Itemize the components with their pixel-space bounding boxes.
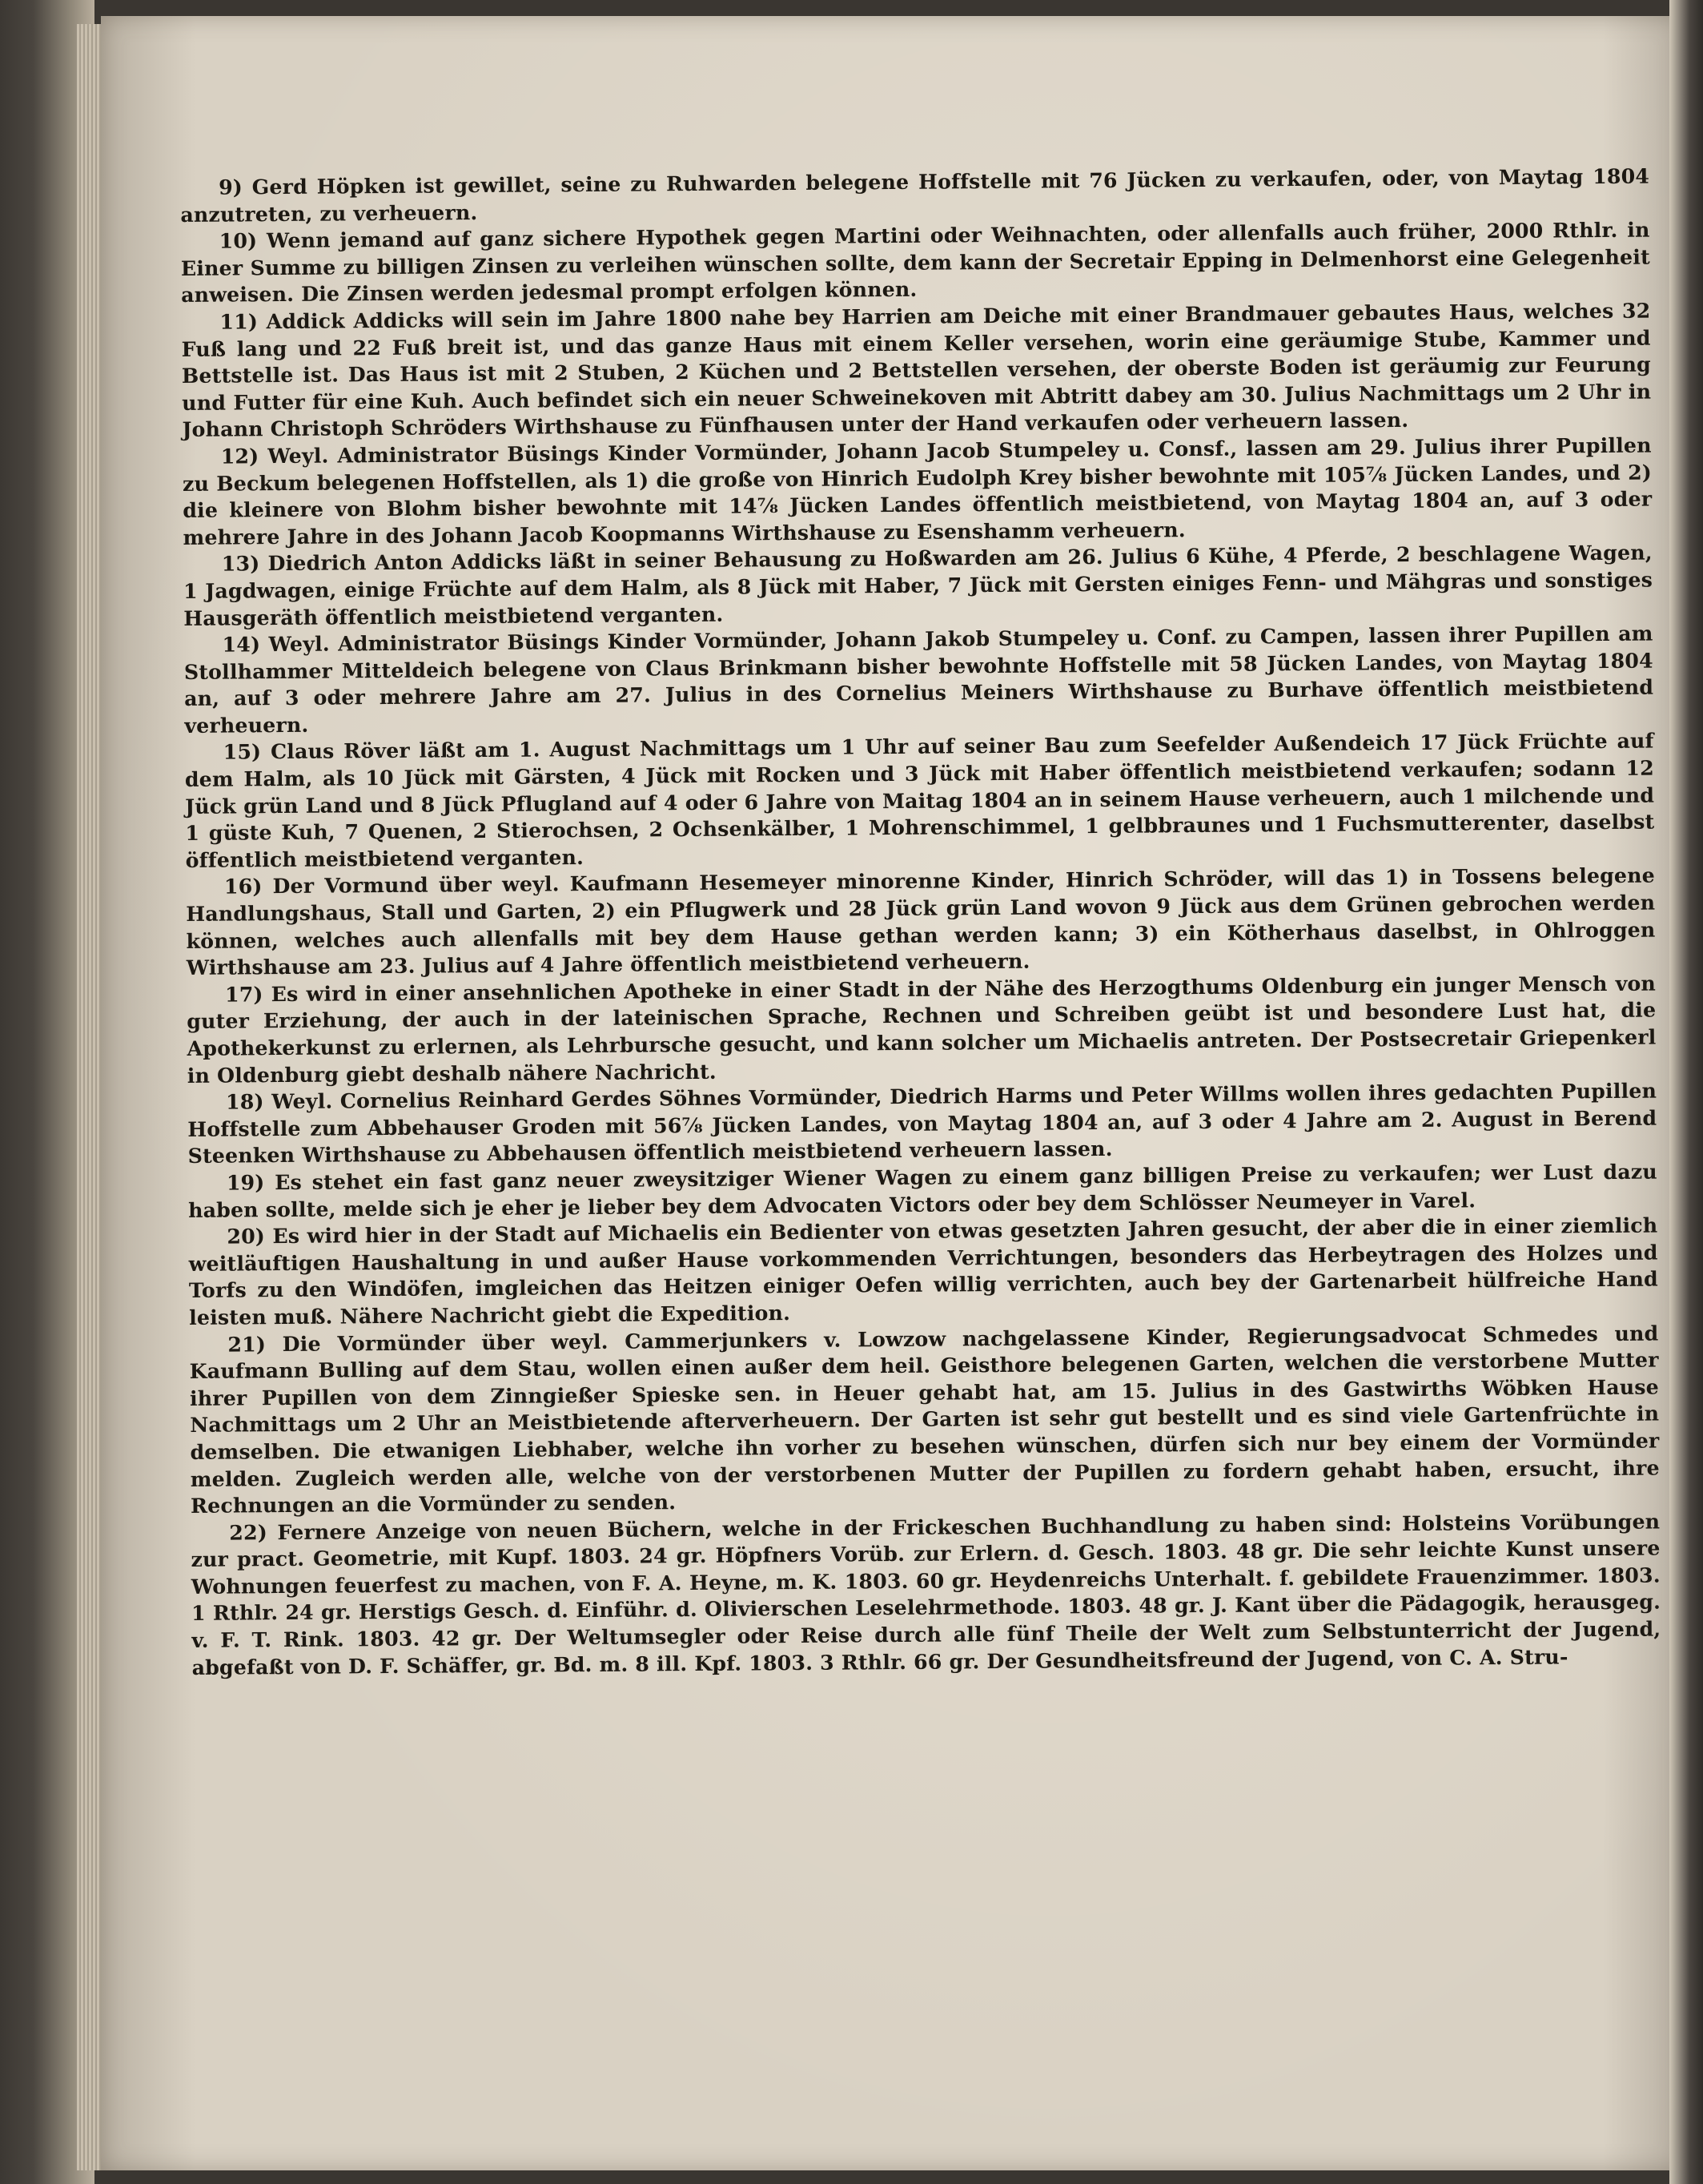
notice-16: 16) Der Vormund über weyl. Kaufmann Hesemeyer minorenne Kinder, Hinrich Schröder, will das 1) in Tossens belegene Handlungshaus, Stall und Garten, 2) ein Pflugwerk und 28 Jück grün Land wovon 9 Jück aus dem Grünen gebrochen werden können, welches auch allenfalls mit bey dem Hause gethan werden kann; 3) ein Kötherhaus daselbst, in Ohlroggen Wirthshause am 23. Julius auf 4 Jahre öffentlich meistbietend verheuern. bbox=[186, 863, 1656, 980]
notice-14: 14) Weyl. Administrator Büsings Kinder Vormünder, Johann Jakob Stumpeley u. Conf. zu Campen, lassen ihrer Pupillen am Stollhammer Mitteldeich belegene von Claus Brinkmann bisher bewohnte Hoffstelle mit 58 Jücken Landes, von Maytag 1804 an, auf 3 oder mehrere Jahre am 27. Julius in des Cornelius Meiners Wirthshause zu Burhave öffentlich meistbietend verheuern. bbox=[183, 621, 1654, 738]
notice-19: 19) Es stehet ein fast ganz neuer zweysitziger Wiener Wagen zu einem ganz billigen Preise zu verkaufen; wer Lust dazu haben sollte, melde sich je eher je lieber bey dem Advocaten Victors oder bey dem Schlösser Neumeyer in Varel. bbox=[188, 1159, 1657, 1222]
notices-text bbox=[180, 163, 1663, 1961]
notice-10: 10) Wenn jemand auf ganz sichere Hypothek gegen Martini oder Weihnachten, oder allenfalls auch früher, 2000 Rthlr. in Einer Summe zu billigen Zinsen zu verleihen wünschen sollte, dem kann der Secretair Epping in Delmenhorst eine Gelegenheit anweisen. Die Zinsen werden jedesmal prompt erfolgen können. bbox=[180, 217, 1650, 308]
notice-13: 13) Diedrich Anton Addicks läßt in seiner Behausung zu Hoßwarden am 26. Julius 6 Kühe, 4 Pferde, 2 beschlagene Wagen, 1 Jagdwagen, einige Früchte auf dem Halm, als 8 Jück mit Haber, 7 Jück mit Gersten einiges Fenn- und Mähgras und sonstiges Hausgeräth öffentlich meistbietend verganten. bbox=[183, 540, 1653, 630]
notice-18: 18) Weyl. Cornelius Reinhard Gerdes Söhnes Vormünder, Diedrich Harms und Peter Willms wollen ihres gedachten Pupillen Hoffstelle zum Abbehauser Groden mit 56⅞ Jücken Landes, von Maytag 1804 an, auf 3 oder 4 Jahre am 2. August in Berend Steenken Wirthshause zu Abbehausen öffentlich meistbietend verheuern lassen. bbox=[187, 1078, 1657, 1168]
notice-9: 9) Gerd Höpken ist gewillet, seine zu Ruhwarden belegene Hoffstelle mit 76 Jücken zu verkaufen, oder, von Maytag 1804 anzutreten, zu verheuern. bbox=[180, 163, 1650, 227]
notice-15: 15) Claus Röver läßt am 1. August Nachmittags um 1 Uhr auf seiner Bau zum Seefelder Außendeich 17 Jück Früchte auf dem Halm, als 10 Jück mit Gärsten, 4 Jück mit Rocken und 3 Jück mit Haber öffentlich meistbietend verkaufen; sodann 12 Jück grün Land und 8 Jück Pflugland auf 4 oder 6 Jahre von Maitag 1804 an in seinem Hause verheuern, auch 1 milchende und 1 güste Kuh, 7 Quenen, 2 Stierochsen, 2 Ochsenkälber, 1 Mohrenschimmel, 1 gelbbraunes und 1 Fuchsmutterenter, daselbst öffentlich meistbietend verganten. bbox=[184, 729, 1655, 872]
notice-21: 21) Die Vormünder über weyl. Cammerjunkers v. Lowzow nachgelassene Kinder, Regierungsadvocat Schmedes und Kaufmann Bulling auf dem Stau, wollen einen außer dem heil. Geisthore belegenen Garten, welchen die verstorbene Mutter ihrer Pupillen von dem Zinngießer Spieske sen. in Heuer gehabt hat, am 15. Julius in des Gastwirths Wöbken Hause Nachmittags um 2 Uhr an Meistbietende afterverheuern. Der Garten ist sehr gut bestellt und es sind viele Gartenfrüchte in demselben. Die etwanigen Liebhaber, welche ihn vorher zu besehen wünschen, dürfen sich nur bey einem der Vormünder melden. Zugleich werden alle, welche von der verstorbenen Mutter der Pupillen zu fordern gehabt haben, ersucht, ihre Rechnungen an die Vormünder zu senden. bbox=[189, 1321, 1660, 1518]
notice-20: 20) Es wird hier in der Stadt auf Michaelis ein Bedienter von etwas gesetzten Jahren gesucht, der aber die in einer ziemlich weitläuftigen Haushaltung in und außer Hause vorkommenden Verrichtungen, besonders das Herbeytragen des Holzes und Torfs zu den Windöfen, imgleichen das Heitzen einiger Oefen willig verrichten, auch bey der Gartenarbeit hülfreiche Hand leisten muß. Nähere Nachricht giebt die Expedition. bbox=[188, 1213, 1659, 1329]
notice-12: 12) Weyl. Administrator Büsings Kinder Vormünder, Johann Jacob Stumpeley u. Consf., lassen am 29. Julius ihrer Pupillen zu Beckum belegenen Hoffstellen, als 1) die große von Hinrich Eudolph Krey bisher bewohnte mit 105⅞ Jücken Landes, und 2) die kleinere von Blohm bisher bewohnte mit 14⅞ Jücken Landes öffentlich meistbietend, von Maytag 1804 an, auf 3 oder mehrere Jahre in des Johann Jacob Koopmanns Wirthshause zu Esenshamm verheuern. bbox=[182, 432, 1653, 549]
notice-22: 22) Fernere Anzeige von neuen Büchern, welche in der Frickeschen Buchhandlung zu haben sind: Holsteins Vorübungen zur pract. Geometrie, mit Kupf. 1803. 24 gr. Höpfners Vorüb. zur Erlern. d. Gesch. 1803. 48 gr. Die sehr leichte Kunst unsere Wohnungen feuerfest zu machen, von F. A. Heyne, m. K. 1803. 60 gr. Heydenreichs Unterhalt. f. gebildete Frauenzimmer. 1803. 1 Rthlr. 24 gr. Herstigs Gesch. d. Einführ. d. Olivierschen Leselehrmethode. 1803. 48 gr. J. Kant über die Pädagogik, herausgeg. v. F. T. Rink. 1803. 42 gr. Der Weltumsegler oder Reise durch alle fünf Theile der Welt zum Selbstunterricht der Jugend, abgefaßt von D. F. Schäffer, gr. Bd. m. 8 ill. Kpf. 1803. 3 Rthlr. 66 gr. Der Gesundheitsfreund der Jugend, von C. A. Stru- bbox=[191, 1509, 1661, 1679]
notice-17: 17) Es wird in einer ansehnlichen Apotheke in einer Stadt in der Nähe des Herzogthums Oldenburg ein junger Mensch von guter Erziehung, der auch in der lateinischen Sprache, Rechnen und Schreiben geübt ist und besondere Lust hat, die Apothekerkunst zu erlernen, als Lehrbursche gesucht, und kann solcher um Michaelis antreten. Der Postsecretair Griepenkerl in Oldenburg giebt deshalb nähere Nachricht. bbox=[187, 971, 1657, 1088]
notice-11: 11) Addick Addicks will sein im Jahre 1800 nahe bey Harrien am Deiche mit einer Brandmauer gebautes Haus, welches 32 Fuß lang und 22 Fuß breit ist, und das ganze Haus mit einem Keller versehen, worin eine geräumige Stube, Kammer und Bettstelle ist. Das Haus ist mit 2 Stuben, 2 Küchen und 2 Bettstellen versehen, der oberste Boden ist geräumig zur Feurung und Futter für eine Kuh. Auch befindet sich ein neuer Schweinekoven mit Abtritt dabey am 30. Julius Nachmittags um 2 Uhr in Johann Christoph Schröders Wirthshause zu Fünfhausen unter der Hand verkaufen oder verheuern lassen. bbox=[181, 298, 1652, 442]
right-page-edge bbox=[1669, 0, 1703, 2184]
